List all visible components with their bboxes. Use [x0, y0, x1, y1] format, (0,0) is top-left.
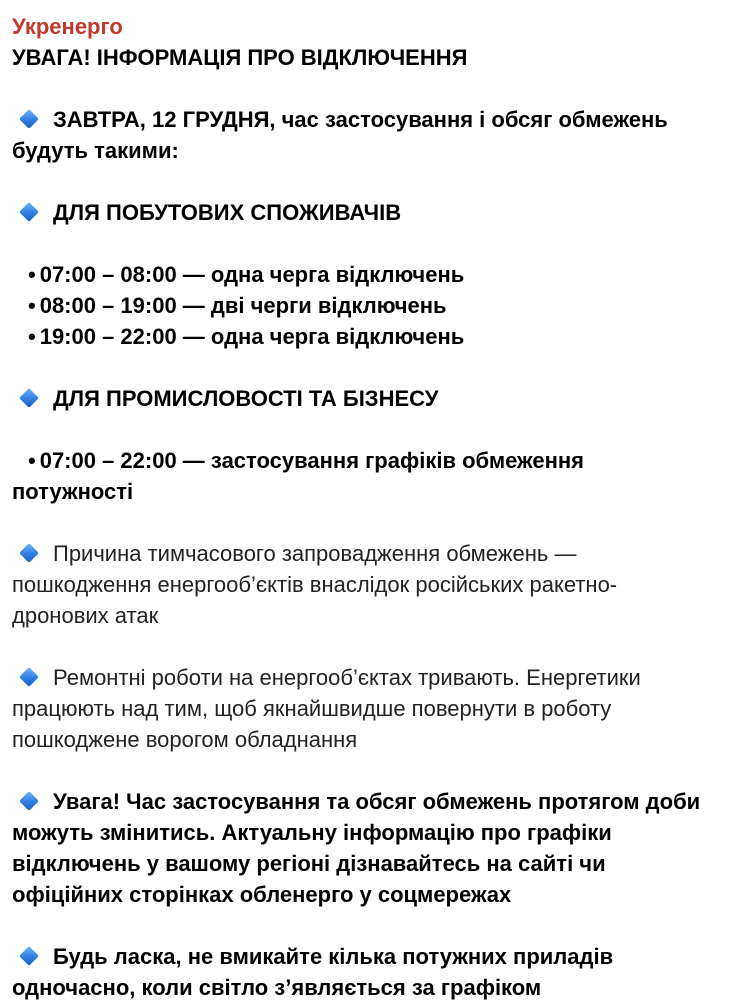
reason-line-1 — [12, 538, 728, 569]
bullet: • — [28, 324, 36, 349]
spacer — [12, 73, 728, 104]
bullet: • — [28, 293, 36, 318]
sender-name[interactable]: Укренерго — [12, 14, 123, 39]
repairs-line-1 — [12, 662, 728, 693]
tomorrow-text-2: будуть такими: — [12, 138, 179, 163]
spacer — [12, 414, 728, 445]
spacer — [12, 228, 728, 259]
repairs-text-3: пошкоджене ворогом обладнання — [12, 727, 358, 752]
reason-text-3: дронових атак — [12, 603, 159, 628]
household-item — [12, 259, 728, 290]
warning-text-3: відключень у вашому регіоні дізнавайтесь на сайті чи — [12, 851, 606, 876]
warning-text-1: Увага! Час застосування та обсяг обмежень протягом доби — [53, 789, 701, 814]
household-item — [12, 321, 728, 352]
household-heading-text: ДЛЯ ПОБУТОВИХ СПОЖИВАЧІВ — [53, 200, 402, 225]
repairs-text-1: Ремонтні роботи на енергооб’єктах тривають. Енергетики — [53, 665, 641, 690]
household-item-text: 08:00 – 19:00 — дві черги відключень — [39, 293, 447, 318]
spacer — [12, 166, 728, 197]
blue-diamond-icon — [19, 667, 39, 687]
industry-item-text-1: 07:00 – 22:00 — застосування графіків обмеження — [39, 448, 585, 473]
blue-diamond-icon — [19, 543, 39, 563]
message-title: УВАГА! ІНФОРМАЦІЯ ПРО ВІДКЛЮЧЕННЯ — [12, 45, 468, 70]
warning-text-4: офіційних сторінках обленерго у соцмережах — [12, 882, 512, 907]
please-text-1: Будь ласка, не вмикайте кілька потужних приладів — [53, 944, 614, 969]
blue-diamond-icon — [19, 791, 39, 811]
reason-text-1: Причина тимчасового запровадження обмежень — — [53, 541, 577, 566]
spacer — [12, 910, 728, 941]
bullet: • — [28, 262, 36, 287]
please-line-1 — [12, 941, 728, 972]
reason-text-2: пошкодження енергооб’єктів внаслідок російських ракетно- — [12, 572, 618, 597]
spacer — [12, 755, 728, 786]
blue-diamond-icon — [19, 109, 39, 129]
household-heading — [12, 197, 728, 228]
blue-diamond-icon — [19, 946, 39, 966]
spacer — [12, 631, 728, 662]
household-item-text: 07:00 – 08:00 — одна черга відключень — [39, 262, 465, 287]
please-text-2: одночасно, коли світло з’являється за графіком — [12, 975, 542, 1000]
industry-item — [12, 445, 728, 476]
blue-diamond-icon — [19, 202, 39, 222]
spacer — [12, 352, 728, 383]
tomorrow-text-1: ЗАВТРА, 12 ГРУДНЯ, час застосування і обсяг обмежень — [53, 107, 668, 132]
warning-line-1 — [12, 786, 728, 817]
household-item — [12, 290, 728, 321]
blue-diamond-icon — [19, 388, 39, 408]
repairs-text-2: працюють над тим, щоб якнайшвидше повернути в роботу — [12, 696, 612, 721]
household-item-text: 19:00 – 22:00 — одна черга відключень — [39, 324, 465, 349]
industry-item-text-2: потужності — [12, 479, 134, 504]
industry-heading — [12, 383, 728, 414]
spacer — [12, 507, 728, 538]
tomorrow-line-1 — [12, 104, 728, 135]
industry-heading-text: ДЛЯ ПРОМИСЛОВОСТІ ТА БІЗНЕСУ — [53, 386, 439, 411]
warning-text-2: можуть змінитись. Актуальну інформацію про графіки — [12, 820, 612, 845]
bullet: • — [28, 448, 36, 473]
